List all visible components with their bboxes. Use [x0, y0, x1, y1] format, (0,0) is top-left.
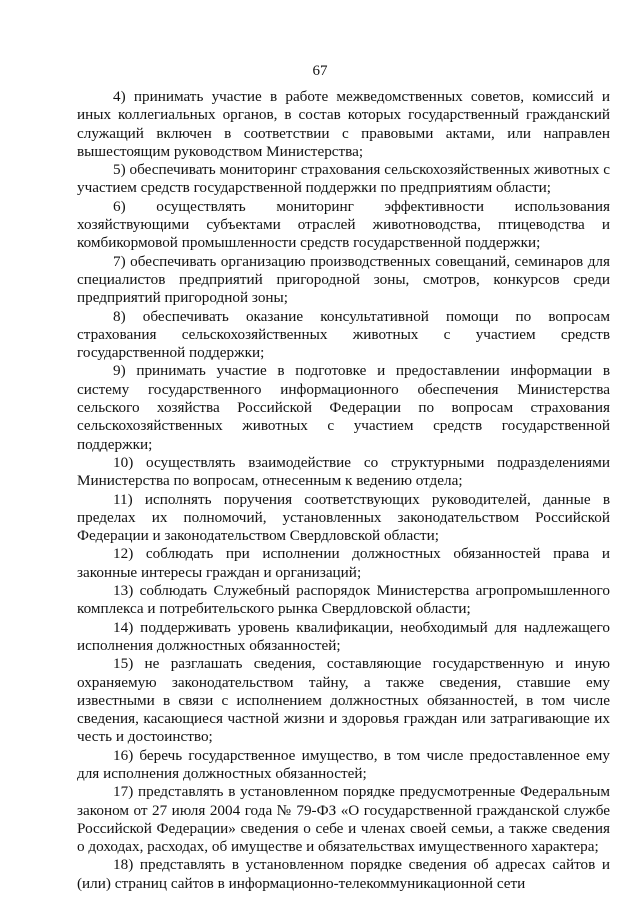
paragraph-item-4: 4) принимать участие в работе межведомственных советов, комиссий и иных коллегиальных органов, в состав которых государственный гражданский служащий включен в соответствии с правовыми актами, или направлен вышестоящим руководством Министерства; [77, 88, 610, 160]
paragraph-item-5: 5) обеспечивать мониторинг страхования сельскохозяйственных животных с участием средств государственной поддержки по предприятиям области; [77, 161, 610, 197]
paragraph-item-13: 13) соблюдать Служебный распорядок Министерства агропромышленного комплекса и потребительского рынка Свердловской области; [77, 582, 610, 618]
paragraph-item-7: 7) обеспечивать организацию производственных совещаний, семинаров для специалистов предприятий пригородной зоны, смотров, конкурсов среди предприятий пригородной зоны; [77, 252, 610, 307]
paragraph-item-10: 10) осуществлять взаимодействие со структурными подразделениями Министерства по вопросам, отнесенным к ведению отдела; [77, 453, 610, 490]
paragraph-item-9: 9) принимать участие в подготовке и предоставлении информации в систему государственного информационного обеспечения Министерства сельского хозяйства Российской Федерации по вопросам страхования сельскохозяйственных животных с участием средств государственной поддержки; [77, 362, 610, 453]
paragraph-item-12: 12) соблюдать при исполнении должностных обязанностей права и законные интересы граждан и организаций; [77, 545, 610, 581]
paragraph-item-14: 14) поддерживать уровень квалификации, необходимый для надлежащего исполнения должностных обязанностей; [77, 618, 610, 654]
paragraph-item-15: 15) не разглашать сведения, составляющие государственную и иную охраняемую законодательством тайну, а также сведения, ставшие ему известными в связи с исполнением должностных обязанностей, в том числе сведения, касающиеся частной жизни и здоровья граждан или затрагивающие их честь и достоинство; [77, 655, 610, 746]
document-body [77, 88, 610, 893]
paragraph-item-16: 16) беречь государственное имущество, в том числе предоставленное ему для исполнения должностных обязанностей; [77, 746, 610, 782]
paragraph-item-8: 8) обеспечивать оказание консультативной помощи по вопросам страхования сельскохозяйственных животных с участием средств государственной поддержки; [77, 307, 610, 362]
paragraph-item-11: 11) исполнять поручения соответствующих руководителей, данные в пределах их полномочий, установленных законодательством Российской Федерации и законодательством Свердловской области; [77, 490, 610, 545]
paragraph-item-18: 18) представлять в установленном порядке сведения об адресах сайтов и (или) страниц сайтов в информационно-телекоммуникационной сети [77, 856, 610, 892]
paragraph-item-17: 17) представлять в установленном порядке предусмотренные Федеральным законом от 27 июля 2004 года № 79-ФЗ «О государственной гражданской службе Российской Федерации» сведения о себе и членах своей семьи, а также сведения о доходах, расходах, об имуществе и обязательствах имущественного характера; [77, 783, 610, 856]
paragraph-item-6: 6) осуществлять мониторинг эффективности использования хозяйствующими субъектами отраслей животноводства, птицеводства и комбикормовой промышленности средств государственной поддержки; [77, 197, 610, 252]
page-number: 67 [312, 63, 328, 79]
